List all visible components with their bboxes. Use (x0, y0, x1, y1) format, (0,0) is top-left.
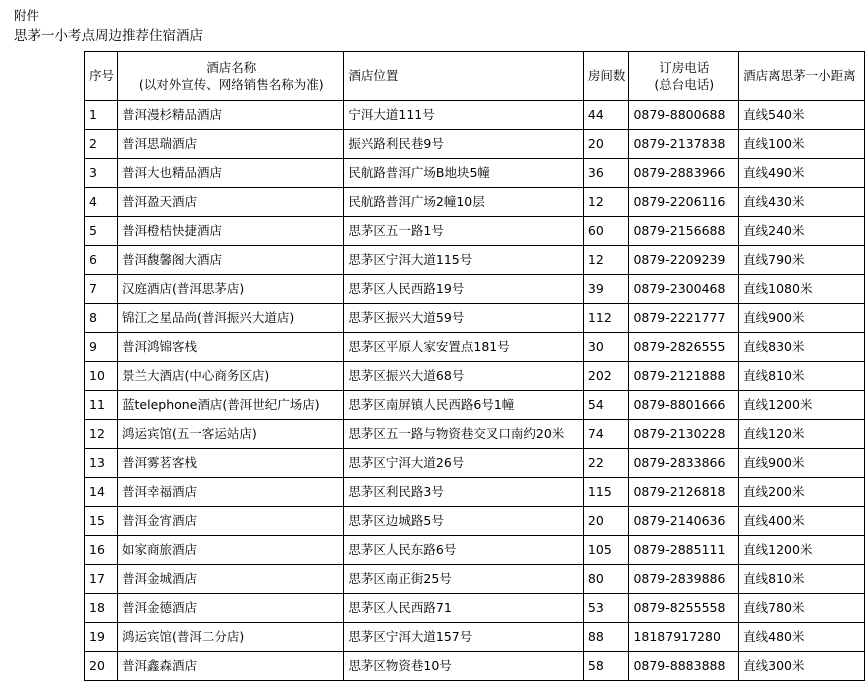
cell-index: 18 (85, 594, 118, 623)
cell-rooms: 53 (583, 594, 629, 623)
cell-distance: 直线480米 (739, 623, 865, 652)
cell-hotel-name: 锦江之星品尚(普洱振兴大道店) (118, 304, 344, 333)
cell-location: 思茅区振兴大道59号 (344, 304, 584, 333)
cell-phone: 0879-8883888 (629, 652, 739, 681)
cell-location: 思茅区五一路1号 (344, 217, 584, 246)
cell-index: 13 (85, 449, 118, 478)
cell-phone: 0879-8801666 (629, 391, 739, 420)
cell-rooms: 115 (583, 478, 629, 507)
cell-hotel-name: 普洱鸿锦客栈 (118, 333, 344, 362)
cell-distance: 直线810米 (739, 565, 865, 594)
cell-index: 12 (85, 420, 118, 449)
cell-rooms: 60 (583, 217, 629, 246)
cell-hotel-name: 如家商旅酒店 (118, 536, 344, 565)
cell-distance: 直线430米 (739, 188, 865, 217)
cell-location: 思茅区利民路3号 (344, 478, 584, 507)
cell-distance: 直线400米 (739, 507, 865, 536)
cell-index: 7 (85, 275, 118, 304)
cell-phone: 0879-2126818 (629, 478, 739, 507)
cell-index: 6 (85, 246, 118, 275)
column-header-phone (629, 52, 739, 101)
table-row (85, 101, 865, 130)
table-row (85, 536, 865, 565)
cell-rooms: 30 (583, 333, 629, 362)
table-row (85, 420, 865, 449)
table-row (85, 188, 865, 217)
cell-hotel-name: 普洱金宵酒店 (118, 507, 344, 536)
cell-phone: 0879-2121888 (629, 362, 739, 391)
cell-location: 思茅区五一路与物资巷交叉口南约20米 (344, 420, 584, 449)
cell-rooms: 20 (583, 507, 629, 536)
column-header-name-line2: (以对外宣传、网络销售名称为准) (138, 77, 324, 92)
cell-index: 17 (85, 565, 118, 594)
cell-phone: 0879-2209239 (629, 246, 739, 275)
cell-distance: 直线900米 (739, 304, 865, 333)
cell-location: 宁洱大道111号 (344, 101, 584, 130)
cell-hotel-name: 普洱金德酒店 (118, 594, 344, 623)
cell-distance: 直线100米 (739, 130, 865, 159)
table-row (85, 333, 865, 362)
table-row (85, 130, 865, 159)
table-row (85, 362, 865, 391)
table-row (85, 391, 865, 420)
cell-distance: 直线810米 (739, 362, 865, 391)
cell-index: 9 (85, 333, 118, 362)
column-header-name (118, 52, 344, 101)
table-row (85, 478, 865, 507)
cell-hotel-name: 景兰大酒店(中心商务区店) (118, 362, 344, 391)
cell-location: 思茅区平原人家安置点181号 (344, 333, 584, 362)
table-row (85, 304, 865, 333)
cell-hotel-name: 普洱金城酒店 (118, 565, 344, 594)
cell-index: 19 (85, 623, 118, 652)
cell-index: 16 (85, 536, 118, 565)
table-header-row (85, 52, 865, 101)
cell-hotel-name: 鸿运宾馆(普洱二分店) (118, 623, 344, 652)
cell-distance: 直线1200米 (739, 391, 865, 420)
cell-phone: 0879-2221777 (629, 304, 739, 333)
cell-distance: 直线240米 (739, 217, 865, 246)
cell-hotel-name: 普洱思瑞酒店 (118, 130, 344, 159)
column-header-phone-line2: (总台电话) (654, 77, 715, 92)
table-body (85, 101, 865, 681)
table-row (85, 159, 865, 188)
cell-phone: 0879-2137838 (629, 130, 739, 159)
cell-rooms: 112 (583, 304, 629, 333)
document-title: 思茅一小考点周边推荐住宿酒店 (14, 28, 203, 44)
cell-distance: 直线1080米 (739, 275, 865, 304)
cell-phone: 0879-2826555 (629, 333, 739, 362)
cell-rooms: 54 (583, 391, 629, 420)
cell-location: 思茅区南屏镇人民西路6号1幢 (344, 391, 584, 420)
cell-rooms: 74 (583, 420, 629, 449)
cell-distance: 直线780米 (739, 594, 865, 623)
hotel-table (84, 51, 865, 681)
table-row (85, 507, 865, 536)
cell-distance: 直线540米 (739, 101, 865, 130)
cell-location: 振兴路利民巷9号 (344, 130, 584, 159)
cell-rooms: 36 (583, 159, 629, 188)
cell-location: 思茅区宁洱大道26号 (344, 449, 584, 478)
cell-hotel-name: 普洱馥馨阁大酒店 (118, 246, 344, 275)
column-header-rooms: 房间数 (583, 52, 629, 101)
cell-hotel-name: 普洱大也精品酒店 (118, 159, 344, 188)
cell-distance: 直线300米 (739, 652, 865, 681)
cell-phone: 0879-2833866 (629, 449, 739, 478)
table-row (85, 565, 865, 594)
table-row (85, 652, 865, 681)
cell-hotel-name: 普洱盈天酒店 (118, 188, 344, 217)
cell-rooms: 58 (583, 652, 629, 681)
cell-phone: 0879-2885111 (629, 536, 739, 565)
cell-location: 民航路普洱广场B地块5幢 (344, 159, 584, 188)
cell-distance: 直线200米 (739, 478, 865, 507)
cell-distance: 直线900米 (739, 449, 865, 478)
table-row (85, 449, 865, 478)
cell-rooms: 44 (583, 101, 629, 130)
cell-rooms: 80 (583, 565, 629, 594)
cell-phone: 0879-2156688 (629, 217, 739, 246)
cell-index: 20 (85, 652, 118, 681)
cell-location: 思茅区人民东路6号 (344, 536, 584, 565)
cell-hotel-name: 普洱雾茗客栈 (118, 449, 344, 478)
cell-rooms: 12 (583, 188, 629, 217)
cell-phone: 0879-2130228 (629, 420, 739, 449)
cell-index: 11 (85, 391, 118, 420)
cell-location: 思茅区南正街25号 (344, 565, 584, 594)
cell-rooms: 22 (583, 449, 629, 478)
cell-location: 民航路普洱广场2幢10层 (344, 188, 584, 217)
cell-index: 2 (85, 130, 118, 159)
cell-index: 15 (85, 507, 118, 536)
cell-phone: 0879-2300468 (629, 275, 739, 304)
cell-hotel-name: 鸿运宾馆(五一客运站店) (118, 420, 344, 449)
cell-distance: 直线1200米 (739, 536, 865, 565)
cell-location: 思茅区宁洱大道115号 (344, 246, 584, 275)
cell-location: 思茅区宁洱大道157号 (344, 623, 584, 652)
cell-distance: 直线790米 (739, 246, 865, 275)
column-header-name-line1: 酒店名称 (206, 60, 257, 75)
cell-rooms: 39 (583, 275, 629, 304)
table-row (85, 623, 865, 652)
cell-rooms: 20 (583, 130, 629, 159)
column-header-location: 酒店位置 (344, 52, 584, 101)
cell-rooms: 12 (583, 246, 629, 275)
cell-index: 14 (85, 478, 118, 507)
cell-hotel-name: 普洱幸福酒店 (118, 478, 344, 507)
cell-distance: 直线830米 (739, 333, 865, 362)
column-header-index: 序号 (85, 52, 118, 101)
cell-phone: 0879-2140636 (629, 507, 739, 536)
cell-distance: 直线490米 (739, 159, 865, 188)
attachment-label: 附件 (14, 8, 40, 23)
cell-rooms: 88 (583, 623, 629, 652)
cell-index: 10 (85, 362, 118, 391)
cell-hotel-name: 普洱漫杉精品酒店 (118, 101, 344, 130)
cell-index: 3 (85, 159, 118, 188)
cell-location: 思茅区振兴大道68号 (344, 362, 584, 391)
table-row (85, 594, 865, 623)
cell-hotel-name: 普洱橙桔快捷酒店 (118, 217, 344, 246)
cell-index: 1 (85, 101, 118, 130)
cell-rooms: 202 (583, 362, 629, 391)
cell-location: 思茅区物资巷10号 (344, 652, 584, 681)
table-row (85, 246, 865, 275)
cell-phone: 0879-2883966 (629, 159, 739, 188)
column-header-distance: 酒店离思茅一小距离 (739, 52, 865, 101)
cell-distance: 直线120米 (739, 420, 865, 449)
cell-hotel-name: 汉庭酒店(普洱思茅店) (118, 275, 344, 304)
cell-rooms: 105 (583, 536, 629, 565)
table-header (85, 52, 865, 101)
table-row (85, 217, 865, 246)
cell-phone: 0879-8800688 (629, 101, 739, 130)
cell-index: 4 (85, 188, 118, 217)
cell-phone: 0879-8255558 (629, 594, 739, 623)
cell-phone: 0879-2839886 (629, 565, 739, 594)
cell-location: 思茅区人民西路71 (344, 594, 584, 623)
cell-phone: 18187917280 (629, 623, 739, 652)
table-row (85, 275, 865, 304)
cell-phone: 0879-2206116 (629, 188, 739, 217)
column-header-phone-line1: 订房电话 (659, 60, 710, 75)
cell-location: 思茅区边城路5号 (344, 507, 584, 536)
cell-index: 5 (85, 217, 118, 246)
cell-index: 8 (85, 304, 118, 333)
cell-hotel-name: 蓝telephone酒店(普洱世纪广场店) (118, 391, 344, 420)
cell-location: 思茅区人民西路19号 (344, 275, 584, 304)
cell-hotel-name: 普洱鑫森酒店 (118, 652, 344, 681)
